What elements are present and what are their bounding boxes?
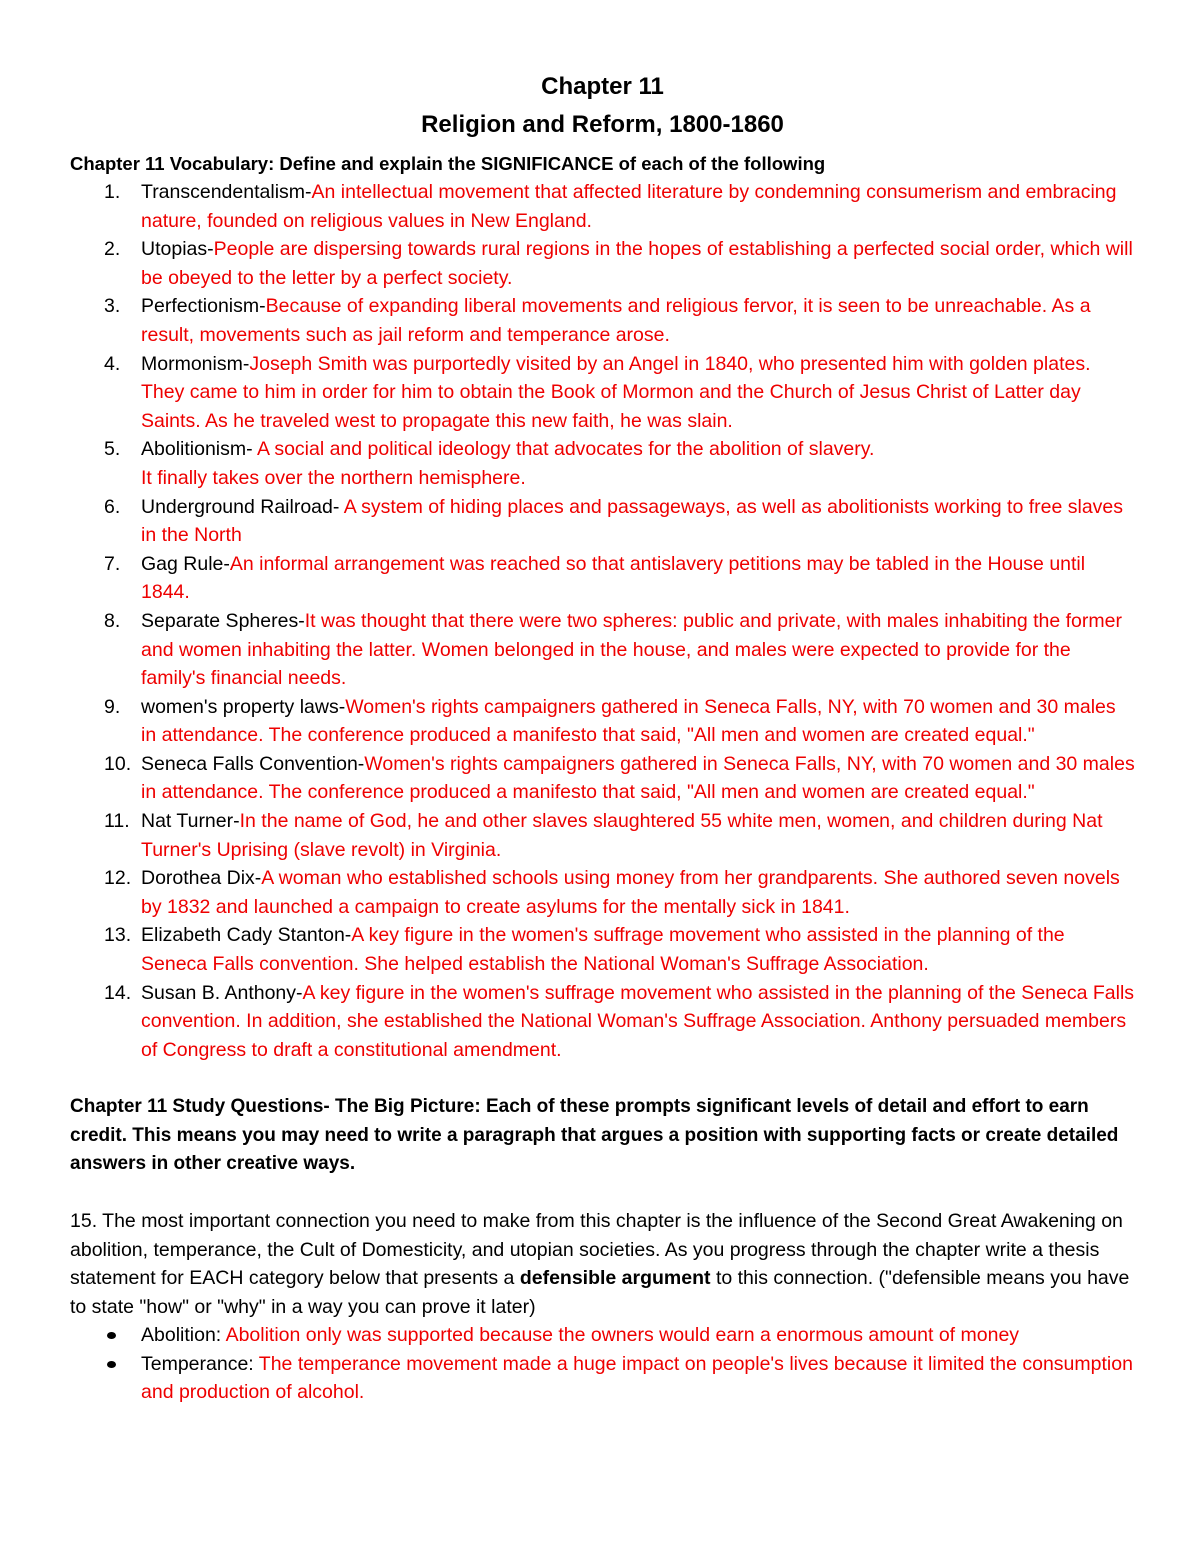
vocabulary-item bbox=[70, 693, 1135, 750]
item-number: 5. bbox=[104, 438, 121, 461]
vocab-term: Elizabeth Cady Stanton- bbox=[141, 924, 352, 947]
vocab-term: Seneca Falls Convention- bbox=[141, 752, 365, 775]
vocab-term: Nat Turner- bbox=[141, 810, 240, 833]
vocabulary-item bbox=[70, 178, 1135, 235]
bullet-icon bbox=[107, 1361, 116, 1368]
item-number: 6. bbox=[104, 495, 121, 518]
chapter-title: Chapter 11 bbox=[541, 73, 664, 100]
vocab-definition: Women's rights campaigners gathered in Seneca Falls, NY, with 70 women and 30 males in attendance. The conference produced a manifesto that said, "All men and women are created equal." bbox=[141, 695, 1116, 747]
vocabulary-item bbox=[70, 864, 1135, 921]
vocab-term: women's property laws- bbox=[141, 695, 346, 718]
thesis-item bbox=[70, 1350, 1135, 1407]
chapter-subtitle: Religion and Reform, 1800-1860 bbox=[421, 111, 784, 138]
vocab-definition: A social and political ideology that advocates for the abolition of slavery. bbox=[252, 438, 875, 461]
bullet-icon bbox=[107, 1332, 116, 1339]
question-emphasis: defensible argument bbox=[519, 1267, 711, 1290]
thesis-list bbox=[70, 1321, 1135, 1407]
vocab-term: Separate Spheres- bbox=[141, 609, 305, 632]
vocab-definition: A key figure in the women's suffrage movement who assisted in the planning of the Seneca Falls convention. She helped establish the National Woman's Suffrage Association. bbox=[141, 924, 1065, 976]
vocab-definition-extra: It finally takes over the northern hemisphere. bbox=[141, 466, 526, 489]
vocab-term: Transcendentalism- bbox=[141, 181, 312, 203]
vocab-definition: A woman who established schools using money from her grandparents. She authored seven novels by 1832 and launched a campaign to create asylums for the mentally sick in 1841. bbox=[141, 867, 1120, 918]
thesis-label: Temperance: bbox=[141, 1352, 259, 1375]
document-page bbox=[70, 70, 1135, 1407]
study-questions-heading: Chapter 11 Study Questions- The Big Picture: Each of these prompts significant levels of detail and effort to earn credit. This means you may need to write a paragraph that argues a position with supporting facts or create detailed answers in other creative ways. bbox=[70, 1096, 1119, 1175]
vocab-term: Perfectionism- bbox=[141, 295, 266, 318]
vocab-term: Dorothea Dix- bbox=[141, 867, 262, 890]
vocab-definition: Because of expanding liberal movements and religious fervor, it is seen to be unreachable. As a result, movements such as jail reform and temperance arose. bbox=[141, 295, 1091, 346]
item-number: 8. bbox=[104, 609, 121, 632]
vocabulary-item bbox=[70, 979, 1135, 1065]
vocab-term: Abolitionism- bbox=[141, 438, 253, 461]
vocab-definition: An intellectual movement that affected literature by condemning consumerism and embracing nature, founded on religious values in New England. bbox=[141, 181, 1117, 232]
item-number: 2. bbox=[104, 238, 121, 261]
vocabulary-item bbox=[70, 493, 1135, 550]
vocabulary-item bbox=[70, 607, 1135, 693]
question-text-end: to this connection. ("defensible means you have to state "how" or "why" in a way you can prove it later) bbox=[70, 1267, 1130, 1318]
item-number: 3. bbox=[104, 295, 121, 318]
vocab-definition: Women's rights campaigners gathered in Seneca Falls, NY, with 70 women and 30 males in attendance. The conference produced a manifesto that said, "All men and women are created equal." bbox=[141, 752, 1135, 804]
item-number: 1. bbox=[104, 181, 121, 203]
vocabulary-item bbox=[70, 292, 1135, 349]
vocabulary-item bbox=[70, 435, 1135, 492]
vocabulary-item bbox=[70, 807, 1135, 864]
vocabulary-heading: Chapter 11 Vocabulary: Define and explain the SIGNIFICANCE of each of the following bbox=[70, 153, 826, 174]
item-number: 4. bbox=[104, 352, 121, 375]
vocab-definition: Joseph Smith was purportedly visited by an Angel in 1840, who presented him with golden plates. They came to him in order for him to obtain the Book of Mormon and the Church of Jesus Christ of Latter day Saints. As he traveled west to propagate this new faith, he was slain. bbox=[141, 352, 1091, 432]
question-15 bbox=[70, 1207, 1135, 1321]
vocab-definition: It was thought that there were two spheres: public and private, with males inhabiting the former and women inhabiting the latter. Women belonged in the house, and males were expected to provide for the family's financial needs. bbox=[141, 609, 1122, 690]
vocabulary-item bbox=[70, 350, 1135, 436]
vocabulary-item bbox=[70, 750, 1135, 807]
vocabulary-list bbox=[70, 178, 1135, 1064]
thesis-item bbox=[70, 1321, 1135, 1350]
item-number: 14. bbox=[104, 981, 132, 1004]
vocab-term: Utopias- bbox=[141, 238, 214, 261]
vocab-definition: People are dispersing towards rural regions in the hopes of establishing a perfected social order, which will be obeyed to the letter by a perfect society. bbox=[141, 238, 1133, 289]
thesis-answer: The temperance movement made a huge impact on people's lives because it limited the consumption and production of alcohol. bbox=[141, 1352, 1133, 1404]
item-number: 7. bbox=[104, 552, 121, 575]
vocabulary-item bbox=[70, 235, 1135, 292]
item-number: 10. bbox=[104, 752, 132, 775]
vocab-definition: An informal arrangement was reached so that antislavery petitions may be tabled in the House until 1844. bbox=[141, 552, 1086, 604]
vocabulary-item bbox=[70, 921, 1135, 978]
vocab-term: Mormonism- bbox=[141, 352, 250, 375]
vocab-term: Gag Rule- bbox=[141, 552, 230, 575]
item-number: 12. bbox=[104, 867, 132, 890]
thesis-answer: Abolition only was supported because the owners would earn a enormous amount of money bbox=[225, 1324, 1020, 1347]
vocab-definition: In the name of God, he and other slaves slaughtered 55 white men, women, and children during Nat Turner's Uprising (slave revolt) in Virginia. bbox=[141, 810, 1103, 861]
item-number: 13. bbox=[104, 924, 132, 947]
vocabulary-item bbox=[70, 550, 1135, 607]
question-text: 15. The most important connection you need to make from this chapter is the influence of the Second Great Awakening on abolition, temperance, the Cult of Domesticity, and utopian societies. As you progress through the chapter write a thesis statement for EACH category below that presents a bbox=[70, 1209, 1123, 1290]
vocab-term: Susan B. Anthony- bbox=[141, 981, 303, 1004]
vocab-term: Underground Railroad- bbox=[141, 495, 340, 518]
thesis-label: Abolition: bbox=[141, 1324, 226, 1347]
item-number: 11. bbox=[104, 810, 130, 833]
vocab-definition: A system of hiding places and passageways, as well as abolitionists working to free slaves in the North bbox=[141, 495, 1124, 547]
item-number: 9. bbox=[104, 695, 121, 718]
vocab-definition: A key figure in the women's suffrage movement who assisted in the planning of the Seneca Falls convention. In addition, she established the National Woman's Suffrage Association. Anthony persuaded members of Congress to draft a constitutional amendment. bbox=[141, 981, 1135, 1061]
